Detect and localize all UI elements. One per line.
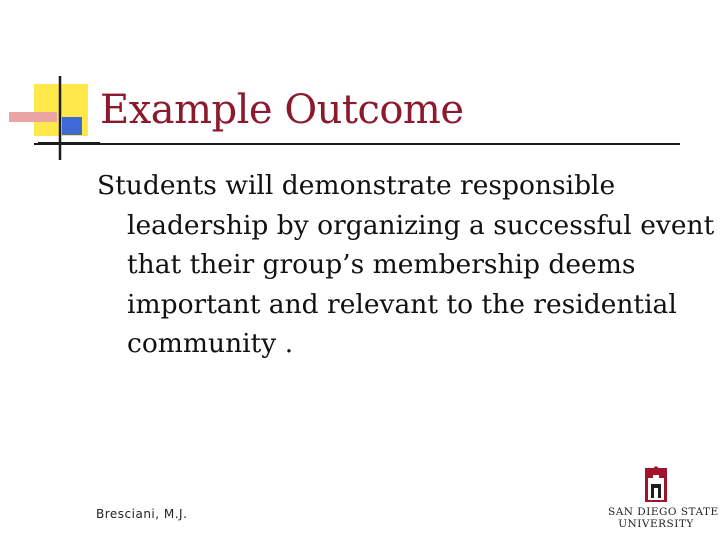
logo-text-line2: UNIVERSITY [618, 518, 694, 530]
slide-title: Example Outcome [100, 87, 464, 133]
university-tower-icon [639, 466, 673, 504]
university-logo [608, 466, 719, 532]
footer-author: Bresciani, M.J. [96, 507, 188, 521]
logo-text-line1: SAN DIEGO STATE [608, 506, 719, 518]
title-divider [34, 143, 680, 145]
slide-body-text: Students will demonstrate responsible leadership by organizing a successful event that their group’s membership deems important and relevant to the residential community . [97, 170, 715, 359]
